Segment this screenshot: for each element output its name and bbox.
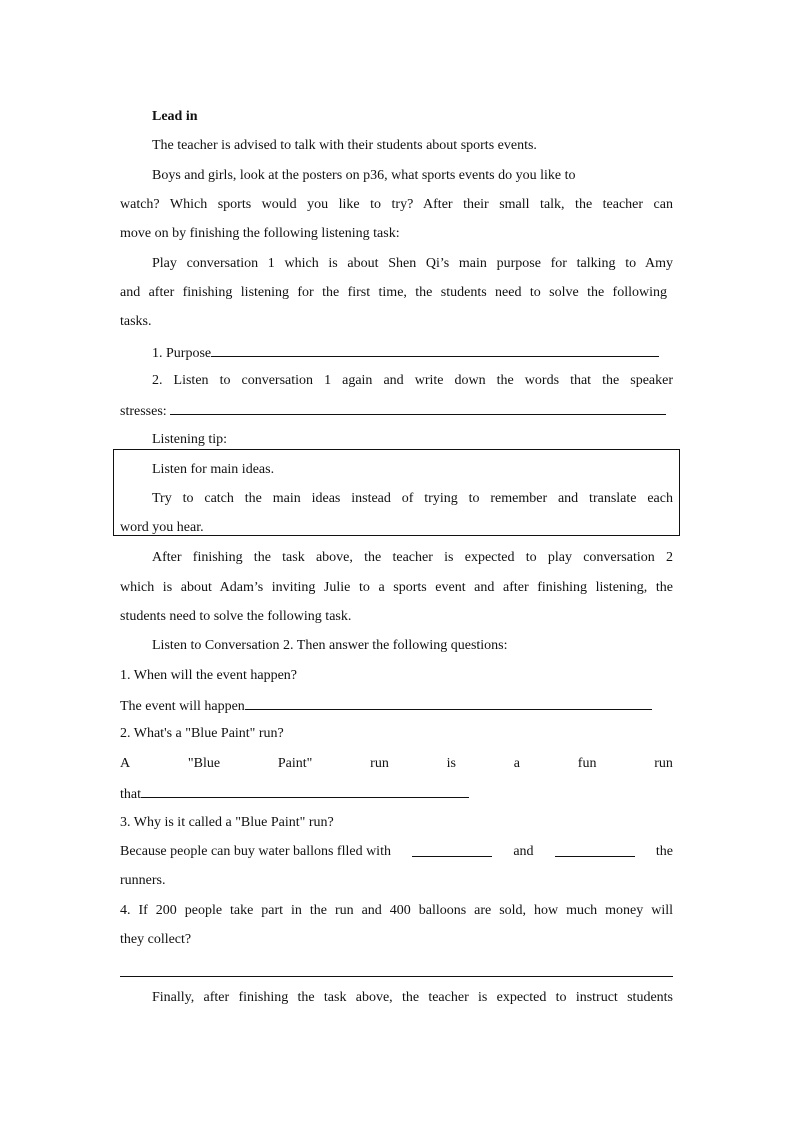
stressed-words-blank[interactable] bbox=[170, 402, 666, 415]
task2-line-1: 2. Listen to conversation 1 again and write down the words that the speaker bbox=[152, 373, 673, 388]
prompt-line-1: Boys and girls, look at the posters on p36, what sports events do you like to bbox=[152, 168, 576, 183]
section-heading: Lead in bbox=[152, 109, 198, 124]
listen2-instruction: Listen to Conversation 2. Then answer the following questions: bbox=[152, 638, 508, 653]
tip-line-3: word you hear. bbox=[120, 520, 204, 535]
color-blank-2[interactable] bbox=[555, 844, 635, 857]
blue-paint-run-blank[interactable] bbox=[141, 785, 469, 798]
question-2: 2. What's a "Blue Paint" run? bbox=[120, 726, 284, 741]
task1-label: 1. Purpose bbox=[152, 346, 212, 361]
money-answer-line[interactable] bbox=[120, 976, 673, 977]
task2-label: stresses: bbox=[120, 404, 167, 419]
question-3: 3. Why is it called a "Blue Paint" run? bbox=[120, 815, 334, 830]
listening-tip-title: Listening tip: bbox=[152, 432, 228, 447]
tip-line-2: Try to catch the main ideas instead of trying to remember and translate each bbox=[152, 491, 673, 506]
answer-3-line-2: runners. bbox=[120, 873, 166, 888]
answer-3-start: Because people can buy water ballons flled with bbox=[120, 844, 391, 859]
answer-1-prefix: The event will happen bbox=[120, 699, 245, 714]
color-blank-1[interactable] bbox=[412, 844, 492, 857]
answer-2-that: that bbox=[120, 787, 141, 802]
prompt-line-3: move on by finishing the following listening task: bbox=[120, 226, 400, 241]
after-line-2: which is about Adam’s inviting Julie to a sports event and after finishing listening, the bbox=[120, 580, 673, 595]
play1-line-2: and after finishing listening for the first time, the students need to solve the following bbox=[120, 285, 667, 300]
question-4-line-2: they collect? bbox=[120, 932, 192, 947]
task2-line-2 bbox=[120, 402, 666, 420]
tip-line-1: Listen for main ideas. bbox=[152, 462, 275, 477]
answer-2-line-1: A "Blue Paint" run is a fun run bbox=[120, 756, 673, 771]
play1-line-3: tasks. bbox=[120, 314, 152, 329]
answer-2-line-2 bbox=[120, 785, 469, 803]
purpose-answer-blank[interactable] bbox=[211, 344, 659, 357]
question-1: 1. When will the event happen? bbox=[120, 668, 298, 683]
prompt-line-2: watch? Which sports would you like to try? After their small talk, the teacher can bbox=[120, 197, 673, 212]
event-time-blank[interactable] bbox=[245, 697, 652, 710]
answer-3-line-1: Because people can buy water ballons flled with and the bbox=[120, 844, 673, 859]
after-line-3: students need to solve the following task. bbox=[120, 609, 352, 624]
task1-purpose bbox=[152, 344, 659, 362]
after-line-1: After finishing the task above, the teacher is expected to play conversation 2 bbox=[152, 550, 673, 565]
question-4-line-1: 4. If 200 people take part in the run and 400 balloons are sold, how much money will bbox=[120, 903, 673, 918]
answer-1-line bbox=[120, 697, 652, 715]
intro-text: The teacher is advised to talk with their students about sports events. bbox=[152, 138, 537, 153]
play1-line-1: Play conversation 1 which is about Shen Qi’s main purpose for talking to Amy bbox=[152, 256, 673, 271]
finally-line: Finally, after finishing the task above, the teacher is expected to instruct students bbox=[152, 990, 673, 1005]
